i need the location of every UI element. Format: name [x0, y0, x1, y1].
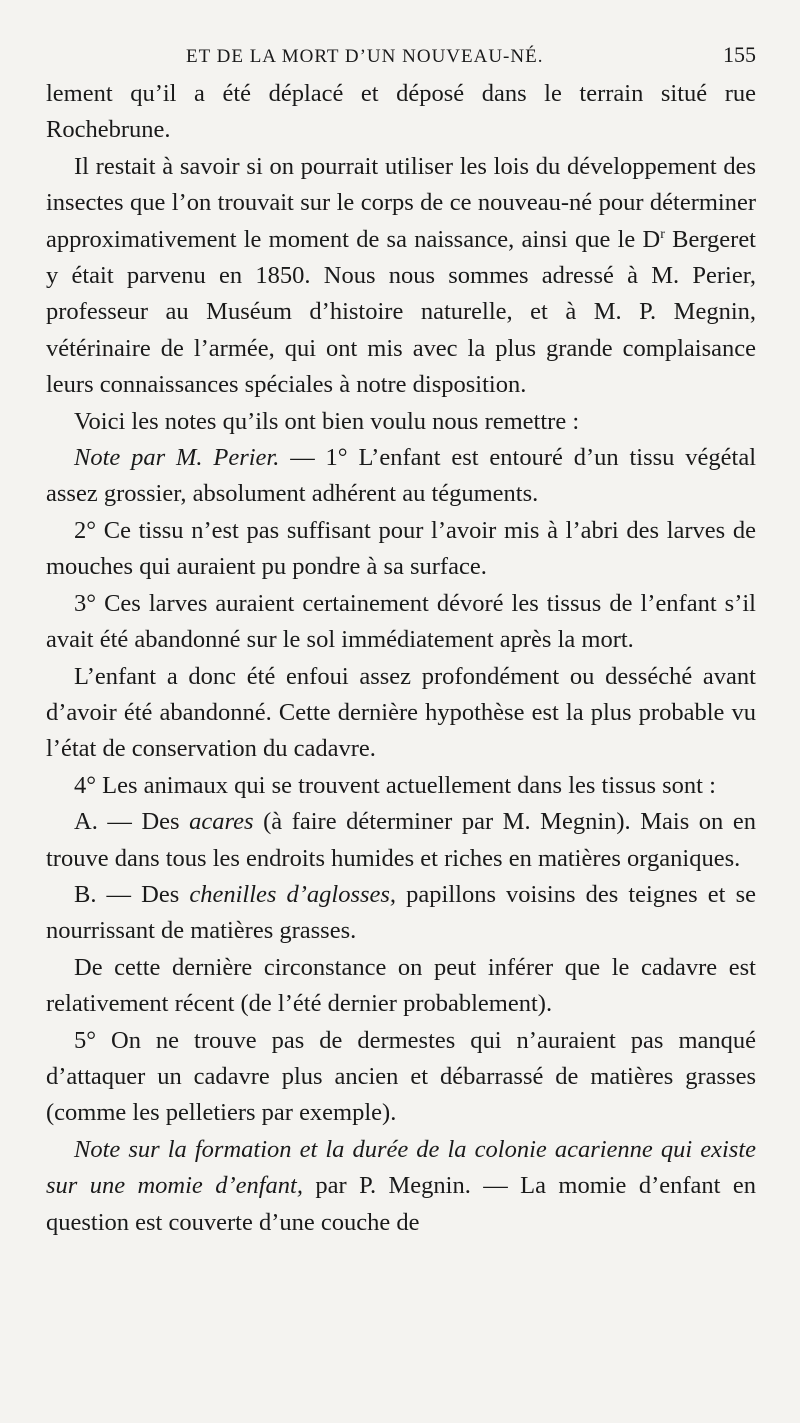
paragraph-8: 4° Les animaux qui se trouvent actuellement dans les tissus sont :	[74, 771, 716, 799]
page-body	[46, 76, 756, 1241]
paragraph-6: 3° Ces larves auraient certainement dévoré les tissus de l’enfant s’il avait été abandonné sur le sol immédiatement après la mort.	[46, 589, 756, 654]
paragraph-7: L’enfant a donc été enfoui assez profondément ou desséché avant d’avoir été abandonné. Cette dernière hypothèse est la plus probable vu l’état de conservation du cadavre.	[46, 662, 756, 763]
note-megnin-title: Note sur la formation et la durée de la colonie acarienne qui existe sur une momie d’enfant,	[46, 1135, 756, 1200]
paragraph-1: lement qu’il a été déplacé et déposé dans le terrain situé rue Rochebrune.	[46, 80, 756, 144]
paragraph-2-text-a: Il restait à savoir si on pourrait utiliser les lois du développement des insectes que l’on trouvait sur le corps de ce nouveau-né pour déterminer approximativement le moment de sa naissance, ainsi que le D	[46, 152, 756, 253]
paragraph-13-text: par P. Megnin. — La momie d’enfant en question est couverte d’une couche de	[46, 1172, 756, 1236]
paragraph-9-text-a: A. — Des	[74, 808, 190, 836]
paragraph-11: De cette dernière circonstance on peut inférer que le cadavre est relativement récent (de l’été dernier probablement).	[46, 953, 756, 1018]
running-header	[46, 42, 756, 68]
paragraph-5: 2° Ce tissu n’est pas suffisant pour l’avoir mis à l’abri des larves de mouches qui auraient pu pondre à sa surface.	[46, 516, 756, 581]
paragraph-2-text-b: Bergeret y était parvenu en 1850. Nous nous sommes adressé à M. Perier, professeur au Muséum d’histoire naturelle, et à M. P. Megnin, vétérinaire de l’armée, qui ont mis avec la plus grande complaisance leurs connaissances spéciales à notre disposition.	[46, 225, 756, 399]
paragraph-10	[46, 877, 756, 950]
paragraph-4	[46, 440, 756, 513]
header-title: ET DE LA MORT D’UN NOUVEAU-NÉ.	[186, 46, 544, 67]
doctor-superscript: r	[660, 226, 665, 242]
paragraph-4-text: — 1° L’enfant est entouré d’un tissu végétal assez grossier, absolument adhérent au téguments.	[46, 444, 756, 508]
paragraph-2	[46, 149, 756, 404]
acares-term: acares	[189, 808, 254, 836]
page-number: 155	[723, 42, 756, 67]
chenilles-term: chenilles d’aglosses,	[189, 880, 397, 908]
note-perier-title: Note par M. Perier.	[74, 444, 280, 472]
paragraph-9	[46, 804, 756, 877]
paragraph-10-text-a: B. — Des	[74, 880, 190, 908]
paragraph-9-text-b: (à faire déterminer par M. Megnin). Mais on en trouve dans tous les endroits humides et riches en matières organiques.	[46, 808, 756, 872]
paragraph-3: Voici les notes qu’ils ont bien voulu nous remettre :	[74, 407, 580, 435]
paragraph-12: 5° On ne trouve pas de dermestes qui n’auraient pas manqué d’attaquer un cadavre plus ancien et débarrassé de matières grasses (comme les pelletiers par exemple).	[46, 1026, 756, 1127]
paragraph-13	[46, 1132, 756, 1241]
paragraph-10-text-b: papillons voisins des teignes et se nourrissant de matières grasses.	[46, 880, 756, 945]
